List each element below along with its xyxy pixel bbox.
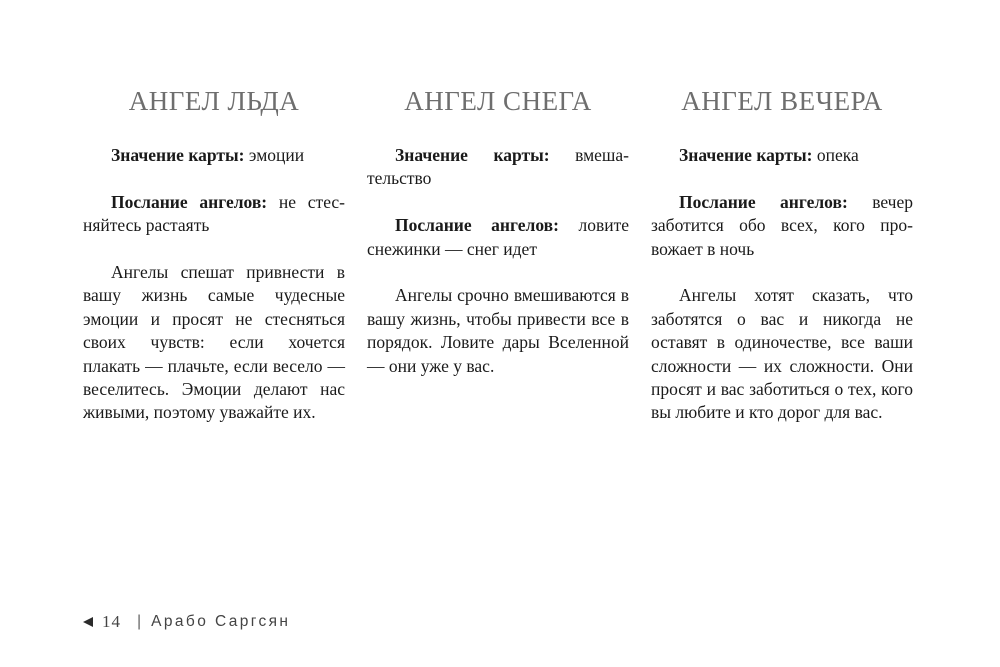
card-column-evening bbox=[651, 84, 913, 448]
card-meaning bbox=[367, 144, 629, 191]
meaning-text: вмешательство bbox=[367, 145, 629, 189]
author-name: Арабо Саргсян bbox=[151, 613, 291, 630]
triangle-left-icon bbox=[83, 617, 93, 627]
card-column-ice bbox=[83, 84, 345, 448]
card-meaning bbox=[651, 144, 913, 167]
card-title: АНГЕЛ СНЕГА bbox=[404, 86, 592, 116]
card-meaning bbox=[83, 144, 345, 167]
message-text: ловите снежинки — снег идет bbox=[367, 215, 630, 259]
card-title: АНГЕЛ ВЕЧЕРА bbox=[681, 86, 883, 116]
footer-separator: | bbox=[137, 613, 142, 630]
card-description: Ангелы хотят сказать, что заботятся о вас и никогда не оставят в одиночестве, все ваши сложности — их сложности. Они просят и вас заботиться о тех, кого вы любите и кто дорог для вас. bbox=[651, 285, 913, 423]
meaning-label: Значение карты: bbox=[395, 145, 550, 165]
card-title: АНГЕЛ ЛЬДА bbox=[128, 86, 300, 116]
card-description: Ангелы спешат привнести в вашу жизнь самые чудесные эмоции и просят не стесняться своих чувств: если хочется плакать — плачьте, если весело — веселитесь. Эмоции делают нас живыми, поэтому уважайте их. bbox=[83, 262, 345, 423]
card-message bbox=[83, 191, 345, 238]
message-text: вечер заботится обо всех, кого провожает в ночь bbox=[651, 191, 914, 259]
meaning-text: опека bbox=[812, 145, 859, 165]
message-label: Послание ангелов: bbox=[679, 191, 848, 212]
card-message bbox=[367, 214, 629, 261]
page-number: 14 bbox=[102, 612, 121, 631]
card-description: Ангелы срочно вмешиваются в вашу жизнь, чтобы привести все в порядок. Ловите дары Вселенной — они уже у вас. bbox=[367, 285, 629, 376]
message-label: Послание ангелов: bbox=[395, 215, 559, 236]
card-column-snow bbox=[367, 84, 629, 401]
card-message bbox=[651, 191, 913, 261]
page-footer bbox=[83, 610, 290, 634]
message-label: Послание ангелов: bbox=[111, 191, 268, 212]
meaning-text: эмоции bbox=[244, 145, 305, 165]
meaning-label: Значение карты: bbox=[111, 145, 245, 165]
message-text: не стесняйтесь растаять bbox=[83, 191, 345, 236]
meaning-label: Значение карты: bbox=[679, 145, 813, 165]
